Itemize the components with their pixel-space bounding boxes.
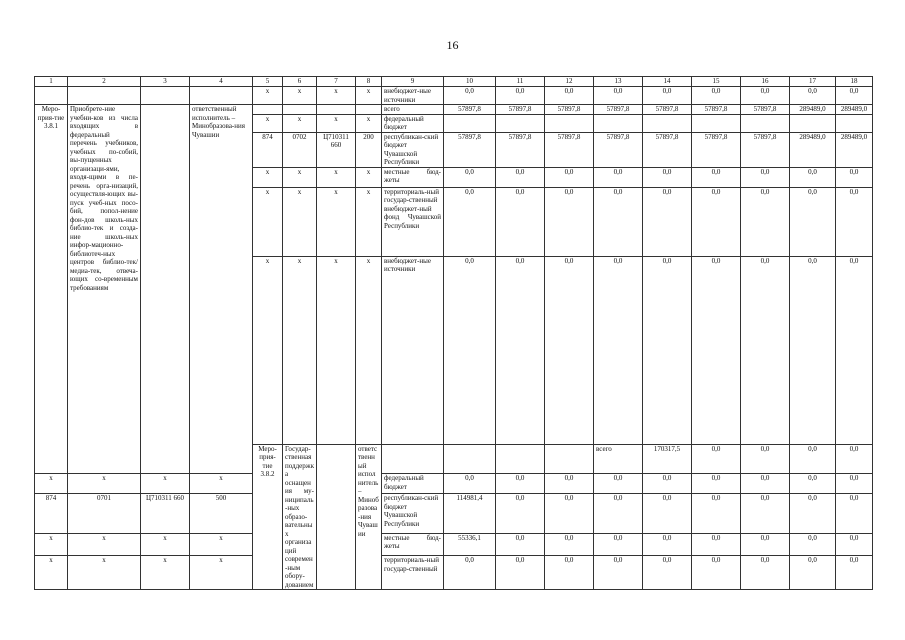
table-cell: x <box>68 533 141 555</box>
table-cell: Ц710311 660 <box>317 132 356 167</box>
table-cell: 0,0 <box>790 167 836 187</box>
table-cell: 0,0 <box>836 494 873 533</box>
table-cell: 0,0 <box>594 474 643 494</box>
table-cell: 57897,8 <box>545 132 594 167</box>
table-cell <box>496 114 545 132</box>
table-cell: x <box>253 256 283 444</box>
table-cell: территориаль-ный государ-ственный внебюджет-ный фонд Чувашской Республики <box>382 187 444 256</box>
header-cell: 5 <box>253 77 283 87</box>
table-row <box>35 556 873 590</box>
table-cell: внебюджет-ные источники <box>382 256 444 444</box>
table-cell: 0,0 <box>496 167 545 187</box>
table-cell: ответственный исполнитель – Минобразова-ния Чувашии <box>190 105 253 474</box>
table-cell: 0,0 <box>545 556 594 590</box>
table-cell <box>35 87 68 105</box>
header-cell: 16 <box>741 77 790 87</box>
table-cell: x <box>283 187 317 256</box>
table-row <box>35 474 873 494</box>
table-cell: 0702 <box>283 132 317 167</box>
table-cell: x <box>141 474 190 494</box>
table-cell: 874 <box>35 494 68 533</box>
table-cell: 0,0 <box>545 256 594 444</box>
table-cell <box>545 114 594 132</box>
table-cell: 0,0 <box>836 474 873 494</box>
table-cell: 57897,8 <box>643 132 692 167</box>
table-cell: 57897,8 <box>444 132 496 167</box>
table-cell: x <box>356 114 382 132</box>
table-cell: x <box>283 256 317 444</box>
table-cell: 0,0 <box>692 494 741 533</box>
table-cell: 0,0 <box>643 256 692 444</box>
header-cell: 8 <box>356 77 382 87</box>
table-cell: x <box>283 167 317 187</box>
table-cell: x <box>35 474 68 494</box>
header-cell: 10 <box>444 77 496 87</box>
table-cell: 0,0 <box>545 533 594 555</box>
table-cell: 0,0 <box>594 187 643 256</box>
table-cell: x <box>141 556 190 590</box>
header-cell: 9 <box>382 77 444 87</box>
table-cell: 0,0 <box>444 474 496 494</box>
table-cell: 0,0 <box>692 87 741 105</box>
table-cell <box>283 105 317 115</box>
table-cell: 0,0 <box>692 256 741 444</box>
table-cell: 0,0 <box>741 187 790 256</box>
table-cell: 0,0 <box>643 187 692 256</box>
table-cell: Приобрете-ние учебни-ков из числа входящих в федеральный перечень учебников, учебных по-собий, вы-пущенных организаци-ями, входя-щими в пе-речень орга-низаций, осуществля-ющих вы-пуск учеб-ных посо-бий, попол-нение фон-дов школь-ных библио-тек и созда-ние школь-ных инфор-мационно-библиотеч-ных центров библио-тек/медиа-тек, отвеча-ющих со-временным требованиям <box>68 105 141 474</box>
table-cell <box>444 114 496 132</box>
header-cell: 18 <box>836 77 873 87</box>
table-cell: Ц710311 660 <box>141 494 190 533</box>
header-cell: 13 <box>594 77 643 87</box>
table-cell <box>496 444 545 474</box>
table-cell: 500 <box>190 494 253 533</box>
table-cell: 0,0 <box>594 256 643 444</box>
table-cell: 57897,8 <box>741 105 790 115</box>
table-cell: 0,0 <box>741 256 790 444</box>
header-cell: 3 <box>141 77 190 87</box>
table-cell <box>594 114 643 132</box>
table-cell: 0,0 <box>790 87 836 105</box>
table-cell: всего <box>382 105 444 115</box>
table-cell: 0,0 <box>836 167 873 187</box>
table-cell: x <box>317 167 356 187</box>
table-cell: 0,0 <box>692 187 741 256</box>
table-cell: 0,0 <box>496 533 545 555</box>
table-cell: 57897,8 <box>692 132 741 167</box>
table-cell: 0,0 <box>444 87 496 105</box>
table-cell: 289489,0 <box>836 105 873 115</box>
table-cell: x <box>68 474 141 494</box>
header-cell: 12 <box>545 77 594 87</box>
table-cell: 0,0 <box>496 474 545 494</box>
table-cell: 0,0 <box>790 444 836 474</box>
table-cell: 0,0 <box>444 256 496 444</box>
table-cell: x <box>35 533 68 555</box>
table-cell <box>356 105 382 115</box>
table-row <box>35 105 873 115</box>
table-cell: 0,0 <box>643 87 692 105</box>
table-cell: 0,0 <box>496 87 545 105</box>
table-cell: 0,0 <box>741 533 790 555</box>
table-cell: x <box>253 114 283 132</box>
table-cell: 0,0 <box>643 474 692 494</box>
table-cell: 0,0 <box>594 533 643 555</box>
table-cell: республикан-ский бюджет Чувашской Республики <box>382 132 444 167</box>
table-cell: Меро-прия-тие 3.8.2 <box>253 444 283 590</box>
header-cell: 6 <box>283 77 317 87</box>
table-cell <box>141 105 190 474</box>
table-cell <box>141 87 190 105</box>
table-cell: 874 <box>253 132 283 167</box>
table-cell: 0,0 <box>741 444 790 474</box>
table-cell: 0,0 <box>836 87 873 105</box>
table-cell: местные бюд-жеты <box>382 167 444 187</box>
table-cell <box>317 105 356 115</box>
table-cell: 0,0 <box>741 494 790 533</box>
table-cell: 0,0 <box>545 187 594 256</box>
page-number: 16 <box>446 38 459 52</box>
table-cell: 0,0 <box>790 256 836 444</box>
table-cell: 57897,8 <box>692 105 741 115</box>
table-cell: 0,0 <box>692 167 741 187</box>
table-cell: всего <box>594 444 643 474</box>
table-cell <box>382 444 444 474</box>
table-cell: 0701 <box>68 494 141 533</box>
table-cell: федеральный бюджет <box>382 114 444 132</box>
table-cell: x <box>190 474 253 494</box>
table-cell: 0,0 <box>692 474 741 494</box>
table-cell: 57897,8 <box>594 132 643 167</box>
table-cell: 0,0 <box>790 494 836 533</box>
table-cell: 57897,8 <box>496 105 545 115</box>
table-cell: 0,0 <box>741 87 790 105</box>
table-cell: 55336,1 <box>444 533 496 555</box>
table-cell: 200 <box>356 132 382 167</box>
table-cell: 0,0 <box>790 556 836 590</box>
table-cell: 0,0 <box>643 167 692 187</box>
table-cell: x <box>35 556 68 590</box>
header-cell: 4 <box>190 77 253 87</box>
header-cell: 17 <box>790 77 836 87</box>
table-cell: x <box>356 167 382 187</box>
table-cell <box>692 114 741 132</box>
table-row <box>35 494 873 533</box>
table-cell: x <box>317 87 356 105</box>
table-cell: 0,0 <box>790 533 836 555</box>
table-cell: 0,0 <box>594 167 643 187</box>
header-cell: 14 <box>643 77 692 87</box>
table-cell: 57897,8 <box>594 105 643 115</box>
header-cell: 7 <box>317 77 356 87</box>
table-cell: 0,0 <box>545 167 594 187</box>
table-cell: 114981,4 <box>444 494 496 533</box>
table-cell: Меро-прия-тие 3.8.1 <box>35 105 68 474</box>
table-cell: 0,0 <box>692 444 741 474</box>
header-cell: 2 <box>68 77 141 87</box>
table-cell: x <box>356 256 382 444</box>
table-cell: 0,0 <box>594 494 643 533</box>
table-cell: 0,0 <box>496 494 545 533</box>
table-cell: 0,0 <box>444 556 496 590</box>
table-cell: местные бюд-жеты <box>382 533 444 555</box>
table-cell: 0,0 <box>836 256 873 444</box>
table-cell: 0,0 <box>545 494 594 533</box>
table-cell: 0,0 <box>741 167 790 187</box>
table-cell: x <box>317 114 356 132</box>
table-cell: x <box>141 533 190 555</box>
table-cell: 57897,8 <box>545 105 594 115</box>
table-cell: x <box>356 187 382 256</box>
table-cell: x <box>253 167 283 187</box>
table-cell: 289489,0 <box>790 132 836 167</box>
table-cell: 289489,0 <box>790 105 836 115</box>
table-cell <box>741 114 790 132</box>
table-row <box>35 87 873 105</box>
table-cell: 170317,5 <box>643 444 692 474</box>
table-cell: 0,0 <box>496 256 545 444</box>
budget-table <box>34 76 873 590</box>
table-cell: территориаль-ный государ-ственный <box>382 556 444 590</box>
table-cell: 57897,8 <box>741 132 790 167</box>
table-cell: 0,0 <box>692 556 741 590</box>
table-cell <box>444 444 496 474</box>
table-cell: 0,0 <box>836 556 873 590</box>
table-cell <box>790 114 836 132</box>
table-cell: 0,0 <box>836 187 873 256</box>
table-cell: x <box>317 187 356 256</box>
table-cell: 0,0 <box>496 187 545 256</box>
table-cell: 0,0 <box>545 474 594 494</box>
table-cell: федеральный бюджет <box>382 474 444 494</box>
table-cell: 0,0 <box>643 556 692 590</box>
table-cell: 0,0 <box>741 474 790 494</box>
table-cell: 0,0 <box>444 187 496 256</box>
table-cell: Государ-ственная поддержка оснащения му-ниципаль-ных образо-вательных организаций современ-ным обору-дованием <box>283 444 317 590</box>
table-cell: x <box>68 556 141 590</box>
table-cell: внебюджет-ные источники <box>382 87 444 105</box>
table-cell: 57897,8 <box>444 105 496 115</box>
table-cell: 57897,8 <box>496 132 545 167</box>
table-cell <box>643 114 692 132</box>
table-cell <box>190 87 253 105</box>
table-cell: x <box>190 556 253 590</box>
table-cell <box>253 105 283 115</box>
table-cell <box>317 444 356 590</box>
table-cell: x <box>253 87 283 105</box>
table-cell: x <box>283 114 317 132</box>
header-row <box>35 77 873 87</box>
table-cell: 289489,0 <box>836 132 873 167</box>
table-cell: x <box>283 87 317 105</box>
table-cell: x <box>190 533 253 555</box>
table-cell: x <box>253 187 283 256</box>
table-cell: 0,0 <box>545 87 594 105</box>
table-cell: 0,0 <box>836 533 873 555</box>
table-cell: 0,0 <box>643 494 692 533</box>
header-cell: 11 <box>496 77 545 87</box>
table-cell: 0,0 <box>741 556 790 590</box>
table-cell: 0,0 <box>836 444 873 474</box>
table-cell: 0,0 <box>692 533 741 555</box>
table-cell <box>836 114 873 132</box>
table-cell: республикан-ский бюджет Чувашской Республики <box>382 494 444 533</box>
table-cell <box>545 444 594 474</box>
table-cell: 0,0 <box>643 533 692 555</box>
table-cell: ответственный исполнитель – Минобразова-ния Чувашии <box>356 444 382 590</box>
table-cell: x <box>356 87 382 105</box>
table-cell <box>68 87 141 105</box>
header-cell: 1 <box>35 77 68 87</box>
table-row <box>35 533 873 555</box>
table-cell: 0,0 <box>594 87 643 105</box>
table-cell: 0,0 <box>594 556 643 590</box>
table-cell: x <box>317 256 356 444</box>
table-cell: 0,0 <box>444 167 496 187</box>
table-cell: 0,0 <box>790 187 836 256</box>
header-cell: 15 <box>692 77 741 87</box>
table-cell: 0,0 <box>496 556 545 590</box>
table-cell: 57897,8 <box>643 105 692 115</box>
table-cell: 0,0 <box>790 474 836 494</box>
